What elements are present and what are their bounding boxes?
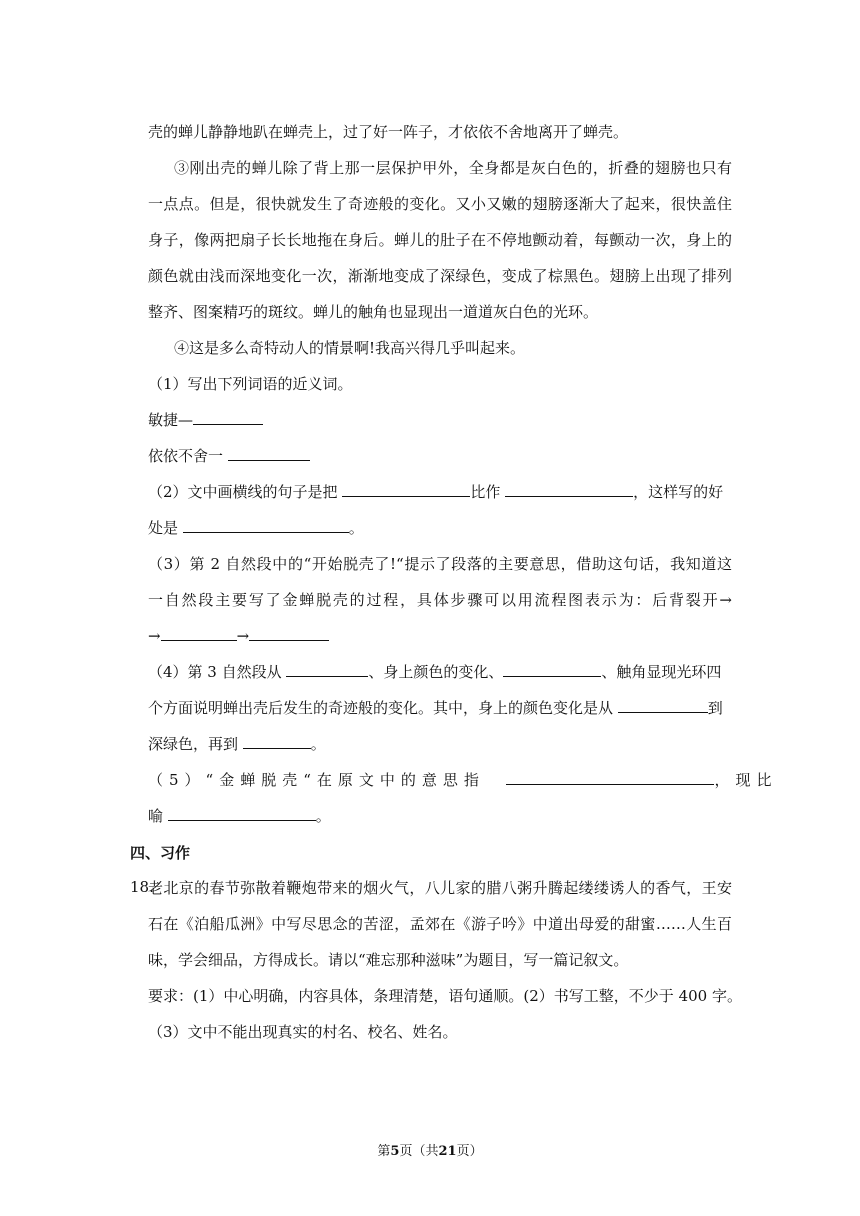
question-1: （1）写出下列词语的近义词。 (148, 375, 353, 393)
question-3-flow (148, 626, 732, 646)
question-2-text: ，这样写的好 (633, 483, 724, 501)
question-4-text: 到 (707, 699, 723, 717)
answer-blank[interactable] (618, 698, 708, 713)
question-3-line: （3）第 2 自然段中的“开始脱壳了!“提示了段落的主要意思，借助这句话，我知道这 (148, 555, 732, 573)
passage-paragraph-3-line: 身子，像两把扇子长长地拖在身后。蝉儿的肚子在不停地颤动着，每颤动一次，身上的 (148, 231, 732, 249)
question-4-cont (148, 734, 732, 754)
question-2-text: （2）文中画横线的句子是把 (148, 483, 338, 501)
question-2-cont (148, 518, 732, 538)
question-3-line: 一自然段主要写了金蝉脱壳的过程，具体步骤可以用流程图表示为：后背裂开→ (148, 591, 732, 609)
question-4-text: 个方面说明蝉出壳后发生的奇迹般的变化。其中，身上的颜色变化是从 (148, 699, 614, 717)
question-2-text: 。 (348, 519, 364, 537)
question-1-term-b: 依依不舍一 (148, 447, 224, 465)
passage-paragraph-4: ④这是多么奇特动人的情景啊!我高兴得几乎叫起来。 (174, 339, 526, 357)
passage-paragraph-3-line: 颜色就由浅而深地变化一次，渐渐地变成了深绿色，变成了棕黑色。翅膀上出现了排列 (148, 267, 732, 285)
answer-blank[interactable] (505, 482, 633, 497)
question-5-text: 。 (315, 807, 331, 825)
question-5-text: ，现比 (714, 771, 778, 789)
answer-blank[interactable] (183, 518, 349, 533)
question-2 (148, 482, 732, 502)
page-footer (0, 1140, 860, 1159)
question-5-text: （5）“金蝉脱壳“在原文中的意思指 (148, 771, 485, 789)
question-5 (148, 770, 778, 790)
question-4-text: 。 (310, 735, 326, 753)
question-5-cont (148, 806, 732, 826)
answer-blank[interactable] (161, 626, 237, 641)
arrow-icon: → (236, 627, 250, 645)
passage-paragraph-3-line: ③刚出壳的蝉儿除了背上那一层保护甲外，全身都是灰白色的，折叠的翅膀也只有 (174, 159, 732, 177)
answer-blank[interactable] (249, 626, 329, 641)
answer-blank[interactable] (168, 806, 316, 821)
passage-line: 壳的蝉儿静静地趴在蝉壳上，过了好一阵子，才依依不舍地离开了蝉壳。 (148, 123, 629, 141)
question-4 (148, 662, 732, 682)
arrow-icon: → (148, 627, 161, 645)
question-4-text: 、触角显现光环四 (601, 663, 722, 681)
footer-text: 页（共 (399, 1144, 439, 1159)
question-1-term-a: 敏捷— (148, 411, 194, 429)
essay-prompt-line: 老北京的春节弥散着鞭炮带来的烟火气，八儿家的腊八粥升腾起缕缕诱人的香气，王安 (148, 879, 732, 897)
total-pages: 21 (438, 1144, 457, 1159)
page-number: 5 (390, 1144, 400, 1159)
question-number: 18. (130, 878, 154, 896)
question-4-text: 深绿色，再到 (148, 735, 239, 753)
essay-requirements: （3）文中不能出现真实的村名、校名、姓名。 (148, 1023, 458, 1041)
answer-blank[interactable] (342, 482, 470, 497)
essay-prompt-line: 味，学会细品，方得成长。请以“难忘那种滋味”为题目，写一篇记叙文。 (148, 951, 629, 969)
question-4-cont (148, 698, 732, 718)
answer-blank[interactable] (286, 662, 368, 677)
essay-prompt-line: 石在《泊船瓜洲》中写尽思念的苦涩，孟郊在《游子吟》中道出母爱的甜蜜……人生百 (148, 915, 732, 933)
answer-blank[interactable] (193, 410, 263, 425)
question-2-text: 处是 (148, 519, 179, 537)
footer-text: 第 (377, 1144, 391, 1159)
section-heading: 四、习作 (130, 844, 191, 862)
question-2-text: 比作 (470, 483, 501, 501)
question-1-item-a (148, 410, 732, 430)
question-4-text: 、身上颜色的变化、 (368, 663, 504, 681)
question-1-item-b (148, 446, 732, 466)
answer-blank[interactable] (228, 446, 310, 461)
question-4-text: （4）第 3 自然段从 (148, 663, 282, 681)
answer-blank[interactable] (503, 662, 601, 677)
question-5-text: 喻 (148, 807, 164, 825)
answer-blank[interactable] (243, 734, 311, 749)
answer-blank[interactable] (506, 770, 714, 785)
passage-paragraph-3-line: 一点点。但是，很快就发生了奇迹般的变化。又小又嫩的翅膀逐渐大了起来，很快盖住 (148, 195, 732, 213)
footer-text: 页） (456, 1144, 483, 1159)
passage-paragraph-3-line: 整齐、图案精巧的斑纹。蝉儿的触角也显现出一道道灰白色的光环。 (148, 303, 599, 321)
essay-requirements: 要求：(1）中心明确，内容具体，条理清楚，语句通顺。(2）书写工整，不少于 400 字。 (148, 987, 742, 1005)
